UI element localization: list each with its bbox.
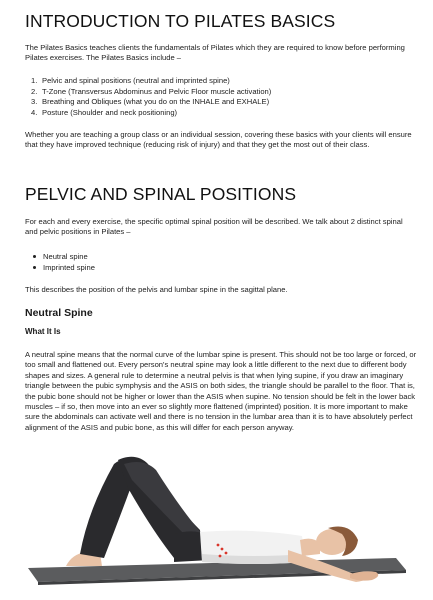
list-item: Neutral spine [25, 251, 95, 262]
neutral-spine-body: A neutral spine means that the normal curve of the lumbar spine is present. This should not be too large or forced, or too small and flattened out. Every person's neutral spine may look a little different to the next due to different body shapes and sizes. A general rule to determine a neutral pelvis is that when lying supine, if you draw an imaginary triangle between the pubic symphysis and the ASIS on both sides, the triangle should be parallel to the floor. That is, the pubic bone should not be higher or lower than the ASIS when supine. No tension should be felt in the lower back muscles – if so, then move into an ever so slightly more flattened (imprinted) position. It is more important to make sure the abdominals can activate well and there is no tension in the lumbar area than it is to have absolutely perfect alignment of the ASIS and pubic bone, as this will differ for each person anyway. [25, 350, 417, 432]
intro-closing-paragraph: Whether you are teaching a group class or an individual session, covering these basics with your clients will ensure that they have improved technique (reducing risk of injury) and that they get the most out of their class. [25, 130, 412, 150]
list-item: 2. T-Zone (Transversus Abdominus and Pelvic Floor muscle activation) [31, 86, 272, 96]
what-it-is-subheading: What It Is [25, 327, 61, 336]
neutral-spine-heading: Neutral Spine [25, 307, 93, 319]
pelvic-title: PELVIC AND SPINAL POSITIONS [25, 184, 297, 204]
intro-paragraph: The Pilates Basics teaches clients the fundamentals of Pilates which they are required to know before performing Pilates exercises. The Pilates Basics include – [25, 43, 405, 63]
list-item: Imprinted spine [25, 262, 95, 273]
spine-positions-list [25, 251, 95, 273]
intro-title: INTRODUCTION TO PILATES BASICS [25, 11, 336, 31]
pelvic-paragraph: For each and every exercise, the specific optimal spinal position will be described. We talk about 2 distinct spinal and pelvic positions in Pilates – [25, 217, 403, 237]
list-item: 3. Breathing and Obliques (what you do on the INHALE and EXHALE) [31, 97, 270, 107]
woman-lying-supine-photo [24, 450, 410, 596]
list-item: 4. Posture (Shoulder and neck positioning) [31, 107, 178, 117]
list-item: 1. Pelvic and spinal positions (neutral and imprinted spine) [31, 76, 230, 85]
pilates-basics-list [25, 76, 405, 118]
pelvic-description: This describes the position of the pelvis and lumbar spine in the sagittal plane. [25, 285, 288, 294]
